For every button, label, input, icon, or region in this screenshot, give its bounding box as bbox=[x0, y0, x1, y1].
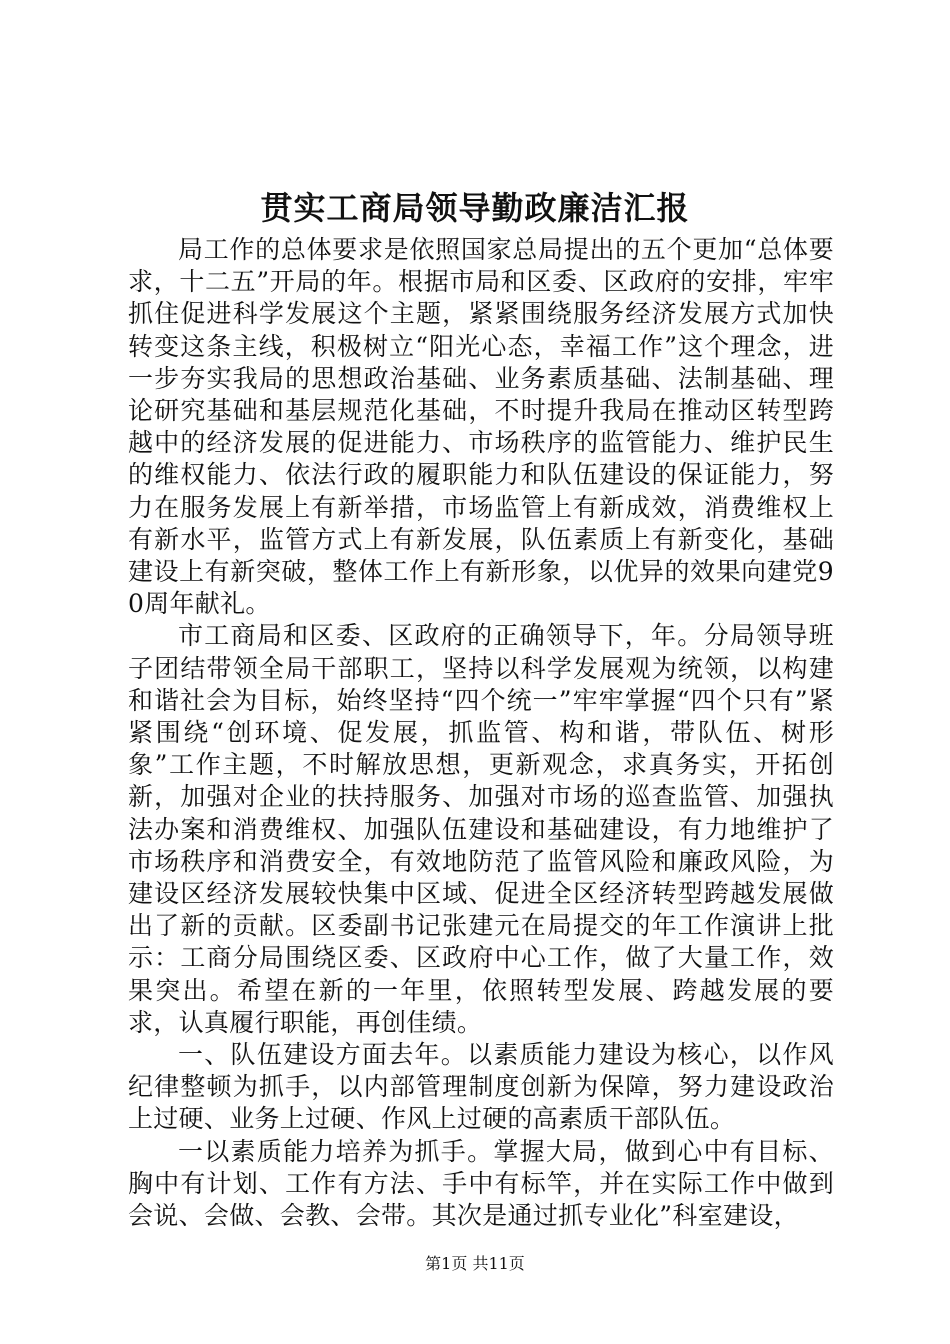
document-title: 贯实工商局领导勤政廉洁汇报 bbox=[260, 189, 690, 227]
paragraph-4: 一以素质能力培养为抓手。掌握大局，做到心中有目标、胸中有计划、工作有方法、手中有标竿，并在实际工作中做到会说、会做、会教、会带。其次是通过抓专业化”科室建设， bbox=[128, 1136, 834, 1231]
paragraph-1: 局工作的总体要求是依照国家总局提出的五个更加“总体要求，十二五”开局的年。根据市局和区委、区政府的安排，牢牢抓住促进科学发展这个主题，紧紧围绕服务经济发展方式加快转变这条主线，积极树立“阳光心态，幸福工作”这个理念，进一步夯实我局的思想政治基础、业务素质基础、法制基础、理论研究基础和基层规范化基础，不时提升我局在推动区转型跨越中的经济发展的促进能力、市场秩序的监管能力、维护民生的维权能力、依法行政的履职能力和队伍建设的保证能力，努力在服务发展上有新举措，市场监管上有新成效，消费维权上有新水平，监管方式上有新发展，队伍素质上有新变化，基础建设上有新突破，整体工作上有新形象，以优异的效果向建党90周年献礼。 bbox=[128, 235, 834, 619]
page-number-indicator: 第1页 共11页 bbox=[425, 1254, 525, 1273]
document-body bbox=[128, 234, 834, 1232]
paragraph-2: 市工商局和区委、区政府的正确领导下，年。分局领导班子团结带领全局干部职工，坚持以科学发展观为统领，以构建和谐社会为目标，始终坚持“四个统一”牢牢掌握“四个只有”紧紧围绕“创环境、促发展，抓监管、构和谐，带队伍、树形象”工作主题，不时解放思想，更新观念，求真务实，开拓创新，加强对企业的扶持服务、加强对市场的巡查监管、加强执法办案和消费维权、加强队伍建设和基础建设，有力地维护了市场秩序和消费安全，有效地防范了监管风险和廉政风险，为建设区经济发展较快集中区域、促进全区经济转型跨越发展做出了新的贡献。区委副书记张建元在局提交的年工作演讲上批示：工商分局围绕区委、区政府中心工作，做了大量工作，效果突出。希望在新的一年里，依照转型发展、跨越发展的要求，认真履行职能，再创佳绩。 bbox=[128, 621, 834, 1037]
paragraph-3: 一、队伍建设方面去年。以素质能力建设为核心，以作风纪律整顿为抓手，以内部管理制度创新为保障，努力建设政治上过硬、业务上过硬、作风上过硬的高素质干部队伍。 bbox=[128, 1040, 834, 1134]
